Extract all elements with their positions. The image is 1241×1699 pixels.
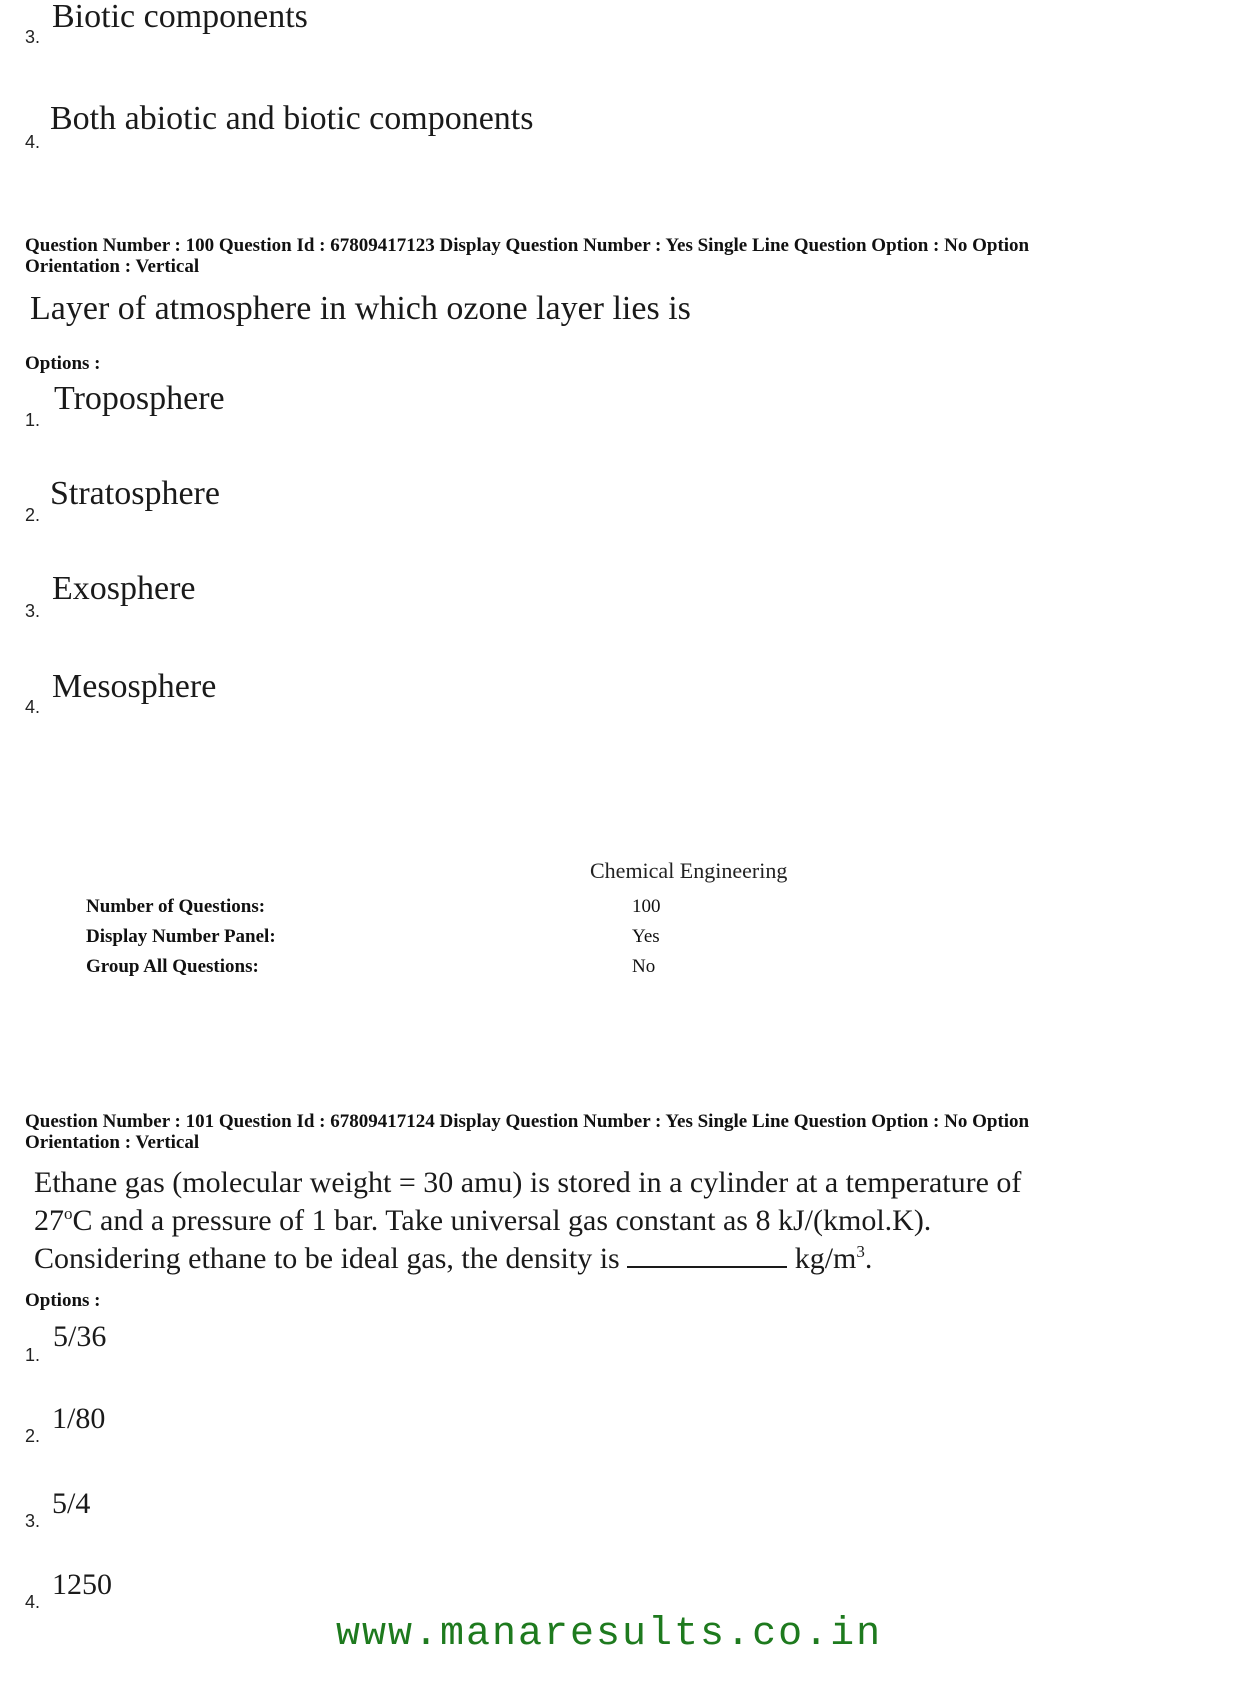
option-number: 4. [25, 132, 41, 152]
option-number: 3. [25, 1511, 41, 1531]
question-text-fragment: 27 [34, 1204, 64, 1237]
option-text: Both abiotic and biotic components [50, 100, 534, 137]
question-meta-line: Orientation : Vertical [25, 256, 200, 277]
option-text: Stratosphere [50, 475, 220, 512]
option-number: 4. [25, 697, 41, 717]
option-text: Biotic components [52, 0, 308, 35]
options-label: Options : [25, 353, 101, 374]
question-meta [25, 235, 1225, 277]
option-text: Mesosphere [52, 668, 217, 705]
option-number: 1. [25, 1345, 41, 1365]
question-meta [25, 1111, 1225, 1153]
option-text: Troposphere [54, 380, 225, 417]
question-meta-line: Question Number : 100 Question Id : 67809417123 Display Question Number : Yes Single Line Question Option : No Option [25, 235, 1030, 256]
question-text-fragment: kg/m [794, 1242, 857, 1275]
question-meta-line: Orientation : Vertical [25, 1132, 200, 1153]
info-label: Display Number Panel: [86, 926, 276, 947]
option-number: 3. [25, 27, 41, 47]
option-number: 4. [25, 1592, 41, 1612]
question-text-line [34, 1242, 872, 1276]
option-number: 2. [25, 1426, 41, 1446]
option-number: 3. [25, 601, 41, 621]
option-number: 1. [25, 410, 41, 430]
question-meta-line: Question Number : 101 Question Id : 67809417124 Display Question Number : Yes Single Line Question Option : No Option [25, 1111, 1030, 1132]
answer-blank [627, 1244, 787, 1268]
option-text: Exosphere [52, 570, 196, 607]
option-text: 1/80 [52, 1402, 106, 1435]
info-label: Group All Questions: [86, 956, 259, 977]
question-text-fragment: . [864, 1242, 873, 1275]
info-value: Yes [632, 926, 660, 947]
option-text: 1250 [52, 1568, 112, 1601]
option-number: 2. [25, 505, 41, 525]
degree-superscript: o [64, 1204, 73, 1223]
info-label: Number of Questions: [86, 896, 266, 917]
option-text: 5/4 [52, 1487, 91, 1520]
option-text: 5/36 [53, 1320, 107, 1353]
question-text-line: Ethane gas (molecular weight = 30 amu) is stored in a cylinder at a temperature of [34, 1166, 1022, 1199]
question-text-line [34, 1204, 931, 1238]
section-title: Chemical Engineering [590, 858, 788, 883]
footer-url: www.manaresults.co.in [336, 1612, 883, 1657]
question-text: Layer of atmosphere in which ozone layer lies is [30, 290, 691, 327]
question-text-fragment: C and a pressure of 1 bar. Take universal gas constant as 8 kJ/(kmol.K). [72, 1204, 932, 1237]
question-text-fragment: Considering ethane to be ideal gas, the density is [34, 1242, 620, 1275]
options-label: Options : [25, 1290, 101, 1311]
unit-superscript: 3 [856, 1242, 865, 1261]
info-value: 100 [632, 896, 661, 917]
info-value: No [632, 956, 656, 977]
